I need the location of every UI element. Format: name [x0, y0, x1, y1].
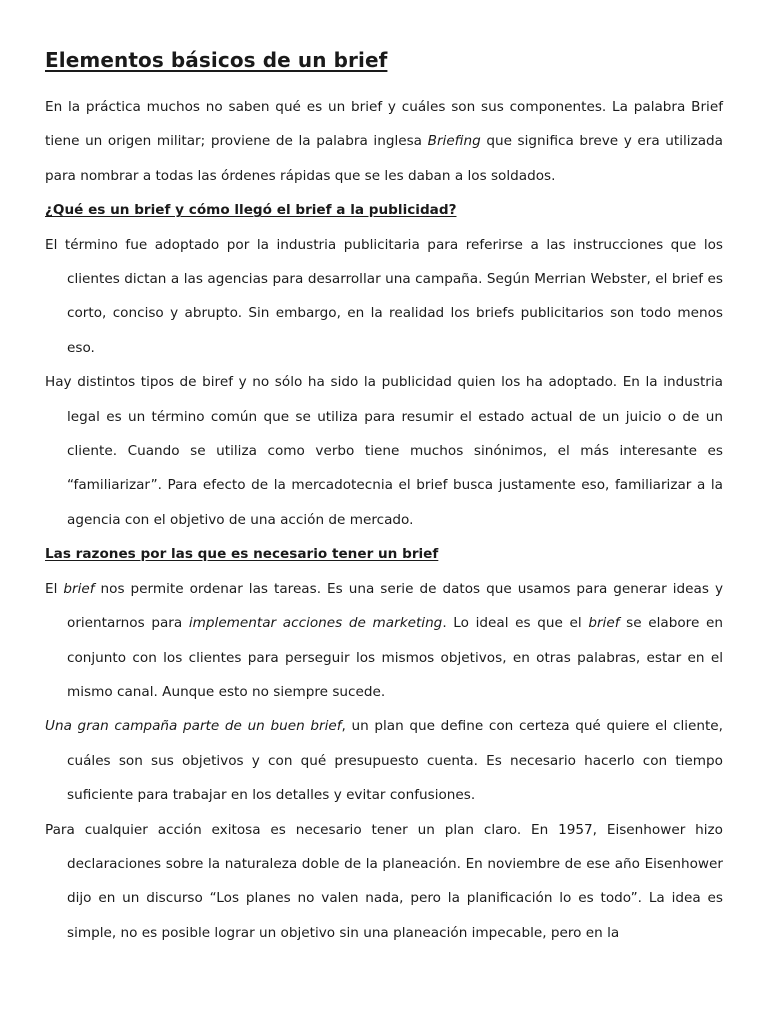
intro-italic-briefing: Briefing: [427, 133, 481, 150]
s2p2-italic-lead: Una gran campaña parte de un buen brief: [45, 718, 342, 735]
document-title: Elementos básicos de un brief: [45, 48, 388, 72]
s2p1-text-e: . Lo ideal es que el: [442, 615, 589, 632]
s2p1-italic-marketing: implementar acciones de marketing: [188, 615, 443, 632]
s2p2-text-b: , un plan que define con certeza qué quiere el cliente, cuáles son sus objetivos y con qué presupuesto cuenta. Es necesario hacerlo con tiempo suficiente para trabajar en los detalles y evitar confusiones.: [67, 718, 723, 804]
intro-paragraph: [45, 90, 723, 193]
s2p1-italic-brief-1: brief: [63, 580, 95, 597]
section2-heading: Las razones por las que es necesario tener un brief: [45, 546, 439, 563]
intro-text-2: que significa breve y era utilizada para nombrar a todas las órdenes rápidas que se les daban a los soldados.: [45, 133, 723, 184]
section1-paragraph-1: El término fue adoptado por la industria publicitaria para referirse a las instrucciones que los clientes dictan a las agencias para desarrollar una campaña. Según Merrian Webster, el brief es corto, conciso y abrupto. Sin embargo, en la realidad los briefs publicitarios son todo menos eso.: [45, 236, 723, 356]
s2p1-italic-brief-2: brief: [588, 615, 620, 632]
section1-heading: ¿Qué es un brief y cómo llegó el brief a la publicidad?: [45, 202, 457, 219]
intro-text-1: En la práctica muchos no saben qué es un brief y cuáles son sus componentes. La palabra Brief tiene un origen militar; proviene de la palabra inglesa: [45, 99, 723, 150]
s2p1-text-a: El: [45, 580, 64, 597]
s2p1-text-g: se elabore en conjunto con los clientes para perseguir los mismos objetivos, en otras palabras, estar en el mismo canal. Aunque esto no siempre sucede.: [67, 615, 723, 700]
section1-paragraph-2: Hay distintos tipos de biref y no sólo ha sido la publicidad quien los ha adoptado. En la industria legal es un término común que se utiliza para resumir el estado actual de un juicio o de un cliente. Cuando se utiliza como verbo tiene muchos sinónimos, el más interesante es “familiarizar”. Para efecto de la mercadotecnia el brief busca justamente eso, familiarizar a la agencia con el objetivo de una acción de mercado.: [45, 374, 723, 528]
section2-paragraph-3: Para cualquier acción exitosa es necesario tener un plan claro. En 1957, Eisenhower hizo declaraciones sobre la naturaleza doble de la planeación. En noviembre de ese año Eisenhower dijo en un discurso “Los planes no valen nada, pero la planificación lo es todo”. La idea es simple, no es posible lograr un objetivo sin una planeación impecable, pero en la: [45, 821, 723, 941]
section2-paragraph-2: [45, 709, 723, 812]
s2p1-text-c: nos permite ordenar las tareas. Es una serie de datos que usamos para generar ideas y orientarnos para: [67, 580, 723, 632]
document-page: [45, 44, 723, 950]
section2-paragraph-1: [45, 572, 723, 710]
